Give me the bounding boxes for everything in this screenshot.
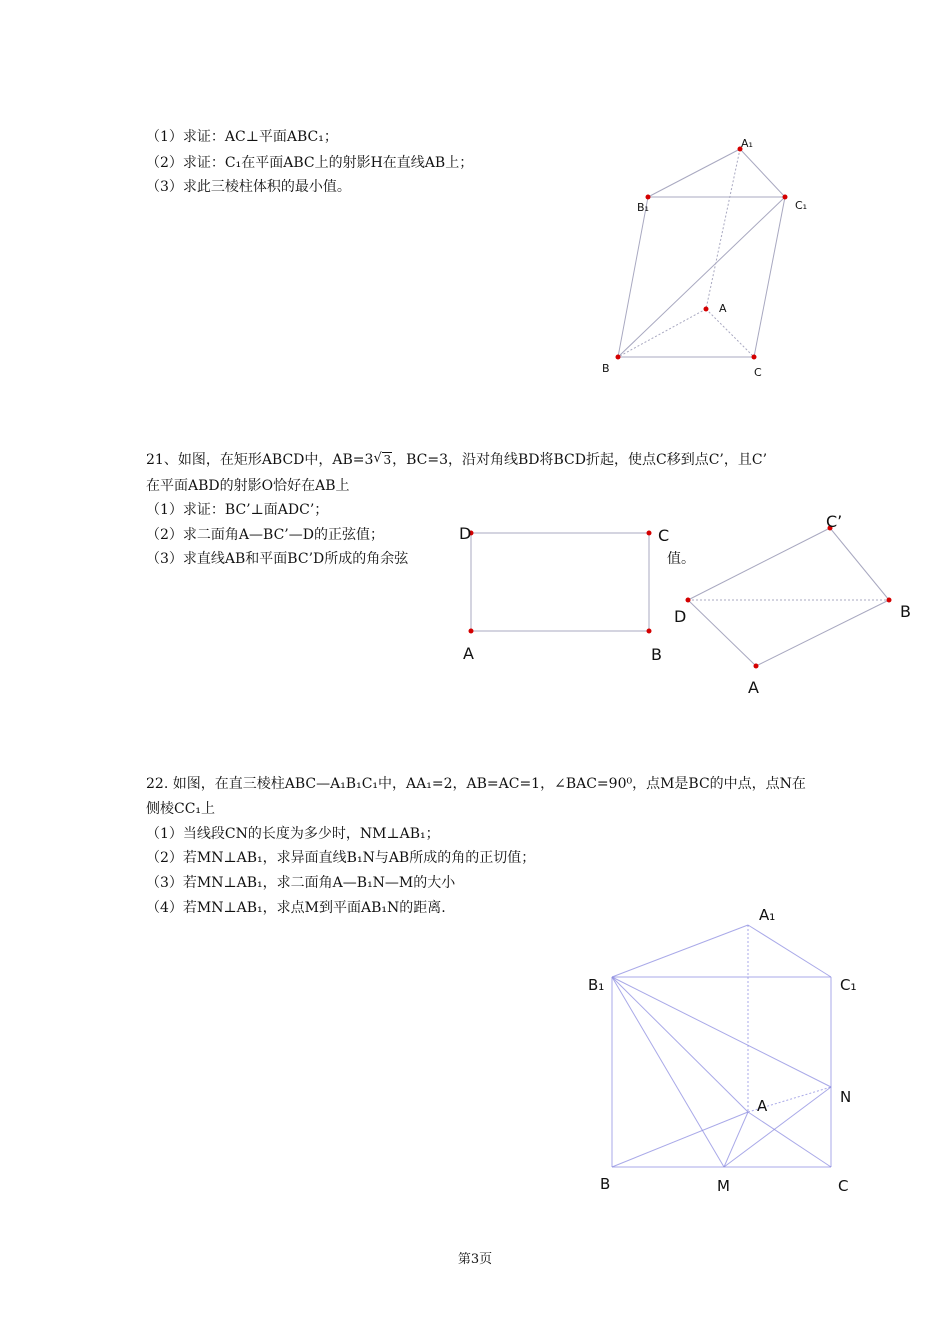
p21-rect-label-A: A — [463, 644, 474, 663]
edge-A1A-hidden — [706, 149, 740, 309]
p21-rect-label-C: C — [658, 526, 670, 545]
p21-statement-part1: 21、如图，在矩形ABCD中，AB=3 — [146, 452, 374, 468]
p21-question-3: （3）求直线AB和平面BC’D所成的角余弦 — [146, 551, 409, 567]
point-D — [686, 598, 691, 603]
p20-label-C: C — [754, 366, 762, 379]
p22-label-A: A — [757, 1097, 768, 1115]
p21-question-1: （1）求证：BC’⊥面ADC’； — [146, 502, 329, 518]
edge-B1A1 — [612, 925, 748, 977]
point-B1 — [646, 195, 651, 200]
edge-B1A1 — [648, 149, 740, 197]
edge-MN — [724, 1087, 831, 1167]
edge-A1C1 — [740, 149, 785, 197]
point-B — [616, 355, 621, 360]
point-B — [647, 629, 652, 634]
p22-label-B: B — [600, 1175, 611, 1193]
p20-label-A: A — [719, 302, 727, 315]
point-A — [754, 664, 759, 669]
p20-label-C1: C₁ — [795, 199, 808, 212]
p20-label-B: B — [602, 362, 610, 375]
p21-statement-line2: 在平面ABD的射影O恰好在AB上 — [146, 478, 350, 494]
point-C — [752, 355, 757, 360]
point-A — [469, 629, 474, 634]
p22-statement-line1: 22. 如图，在直三棱柱ABC—A₁B₁C₁中，AA₁=2，AB=AC=1，∠BAC=90⁰，点M是BC的中点，点N在 — [146, 776, 806, 792]
p22-label-B1: B₁ — [588, 976, 605, 994]
p22-label-M: M — [717, 1177, 730, 1195]
p20-question-2: （2）求证：C₁在平面ABC上的射影H在直线AB上； — [146, 155, 474, 171]
p22-question-4: （4）若MN⊥AB₁，求点M到平面AB₁N的距离. — [146, 900, 446, 916]
p21-question-3-tail: 值。 — [667, 551, 695, 567]
edge-C1C — [754, 197, 785, 357]
p21-rectangle-figure — [469, 531, 652, 634]
p22-label-N: N — [840, 1088, 852, 1106]
p20-question-1: （1）求证：AC⊥平面ABC₁； — [146, 129, 338, 145]
p20-label-B1: B₁ — [637, 201, 649, 214]
p21-question-2: （2）求二面角A—BC’—D的正弦值； — [146, 527, 384, 543]
p21-rect-label-D: D — [459, 524, 472, 543]
p21-fold-label-Cp: C’ — [826, 512, 843, 531]
p21-sqrt-radicand: 3 — [383, 453, 392, 467]
point-B — [887, 598, 892, 603]
p21-rect-label-B: B — [651, 645, 662, 660]
point-A — [704, 307, 709, 312]
p20-question-3: （3）求此三棱柱体积的最小值。 — [146, 179, 351, 195]
p21-statement-part2: ，BC=3，沿对角线BD将BCD折起，使点C移到点C’，且C’ — [392, 452, 768, 468]
p22-prism-figure — [612, 925, 831, 1167]
p22-question-2: （2）若MN⊥AB₁，求异面直线B₁N与AB所成的角的正切值； — [146, 850, 536, 866]
p21-fold-label-D: D — [674, 607, 687, 626]
p22-label-A1: A₁ — [759, 906, 776, 924]
p22-question-1: （1）当线段CN的长度为多少时，NM⊥AB₁； — [146, 826, 440, 842]
p21-fold-label-A: A — [748, 678, 759, 697]
p20-label-A1: A₁ — [741, 137, 753, 150]
edge-AB — [756, 600, 889, 666]
p22-label-C1: C₁ — [840, 976, 857, 994]
rect-ABCD — [471, 533, 649, 631]
edge-A1C1 — [748, 925, 831, 977]
edge-DA — [688, 600, 756, 666]
p21-fold-label-B: B — [900, 602, 911, 621]
p22-statement-line2: 侧棱CC₁上 — [146, 801, 216, 817]
p20-prism-figure — [616, 147, 788, 360]
edge-AC-hidden — [706, 309, 754, 357]
p21-folded-figure — [686, 526, 892, 669]
edge-AB-hidden — [618, 309, 706, 357]
sqrt-symbol: √ 3 — [373, 451, 392, 467]
page-number: 第3页 — [457, 1252, 493, 1267]
p22-question-3: （3）若MN⊥AB₁，求二面角A—B₁N—M的大小 — [146, 875, 456, 891]
point-C — [647, 531, 652, 536]
p22-label-C: C — [838, 1177, 849, 1195]
edge-CpB — [830, 528, 889, 600]
edge-DCp — [688, 528, 830, 600]
point-C1 — [783, 195, 788, 200]
